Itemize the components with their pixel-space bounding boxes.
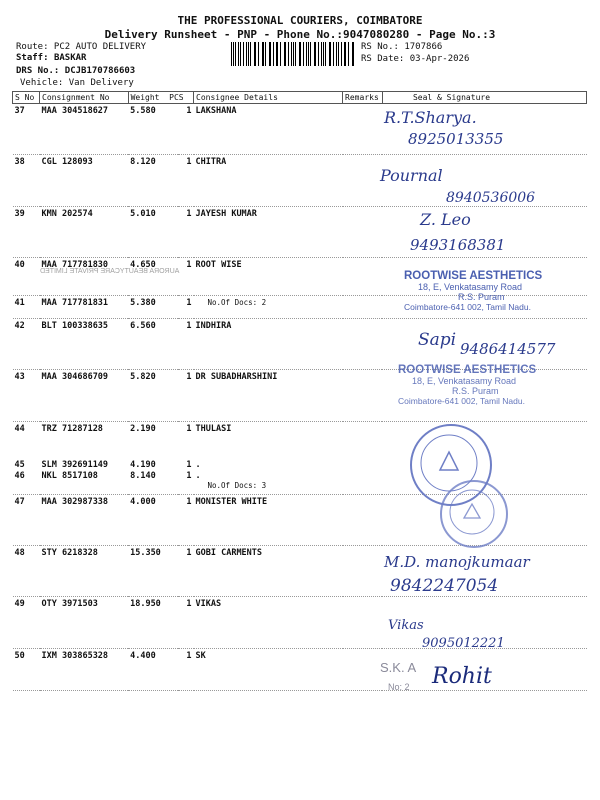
row-sno: 37 [13, 104, 40, 155]
row-pcs: 1 [178, 207, 194, 258]
row-sno: 43 [13, 370, 40, 422]
phone-38: 8940536006 [446, 190, 536, 206]
barcode-bar [310, 42, 311, 66]
barcode-bar [277, 42, 278, 66]
row-sno: 47 [13, 495, 40, 546]
rootwise-stamp-2-name: ROOTWISE AESTHETICS [398, 364, 537, 376]
phone-37: 8925013355 [408, 130, 504, 148]
row-weight: 6.560 [128, 319, 178, 370]
phone-49: 9095012221 [422, 636, 505, 651]
phone-42: 9486414577 [460, 340, 556, 358]
row-sno: 38 [13, 155, 40, 207]
barcode-bar [295, 42, 296, 66]
row-consignment: IXM 303865328 [40, 649, 129, 691]
sk-stamp-line2: No: 2 [388, 682, 410, 692]
barcode-bar [258, 42, 259, 66]
row-consignee: JAYESH KUMAR [194, 207, 343, 258]
row-consignment: MAA 717781831 [40, 296, 129, 319]
row-consignee: INDHIRA [194, 319, 343, 370]
row-consignment: MAA 302987338 [40, 495, 129, 546]
col-sno: S No [13, 92, 40, 104]
row-weight: 15.350 [128, 546, 178, 597]
rootwise-stamp-1 [404, 270, 574, 312]
row-consignment: KMN 202574 [40, 207, 129, 258]
table-row [13, 460, 587, 471]
barcode-bar [300, 42, 301, 66]
row-consignee: VIKAS [194, 597, 343, 649]
row-sno: 48 [13, 546, 40, 597]
staff-label: Staff: [16, 53, 49, 63]
barcode-bar [321, 42, 322, 66]
barcode-bar [288, 42, 289, 66]
signature-38: Pournal [380, 166, 443, 185]
row-weight: 4.400 [128, 649, 178, 691]
row-pcs: 1 [178, 546, 194, 597]
row-sno: 41 [13, 296, 40, 319]
col-remarks: Remarks [343, 92, 383, 104]
rootwise-stamp-1-name: ROOTWISE AESTHETICS [404, 270, 543, 282]
col-seal [382, 92, 586, 104]
staff-line [16, 53, 86, 63]
row-weight: 5.820 [128, 370, 178, 422]
row-remarks [343, 460, 383, 471]
col-weight [128, 92, 193, 104]
aurora-stamp-mirror: AURORA BEAUTYCARE PRIVATE LIMITED [40, 268, 180, 275]
rs-date: RS Date: 03-Apr-2026 [361, 54, 470, 64]
row-remarks [343, 649, 383, 691]
row-remarks [343, 370, 383, 422]
row-pcs: 1 [178, 104, 194, 155]
row-pcs: 1 [186, 459, 192, 470]
phone-39: 9493168381 [410, 236, 506, 254]
row-pcs: 1 [178, 155, 194, 207]
signature-50: Rohit [432, 664, 492, 689]
row-sno: 39 [13, 207, 40, 258]
rootwise-stamp-2-line3: Coimbatore-641 002, Tamil Nadu. [398, 396, 525, 406]
row-consignee: THULASI [195, 424, 232, 434]
barcode [231, 42, 355, 66]
signature-49: Vikas [388, 618, 424, 633]
row-consignee: GOBI CARMENTS [194, 546, 343, 597]
col-weight-label: Weight [130, 93, 160, 102]
row-consignee [194, 296, 343, 319]
row-consignment: OTY 3971503 [40, 597, 129, 649]
row-remarks [343, 422, 383, 460]
drs-value: DCJB170786603 [64, 66, 136, 76]
row-consignee: CHITRA [194, 155, 343, 207]
row-pcs: 1 [178, 495, 194, 546]
row-doc-count: No.Of Docs: 2 [207, 298, 267, 307]
row-consignee: ROOT WISE [194, 258, 343, 296]
row-sno: 45 [14, 459, 25, 470]
drs-line [16, 66, 135, 76]
row-consignee [194, 471, 343, 495]
table-row [13, 649, 587, 691]
row-consignment: NKL 8517108 [40, 471, 129, 495]
col-consignee: Consignee Details [194, 92, 343, 104]
row-remarks [343, 495, 383, 546]
rootwise-stamp-2-line2: R.S. Puram [452, 386, 499, 396]
barcode-bar [265, 42, 266, 66]
signature-37: R.T.Sharya. [384, 108, 477, 127]
row-weight: 4.190 [130, 459, 156, 470]
table-header-row [13, 92, 587, 104]
row-sno: 40 [13, 258, 40, 296]
row-weight: 4.650 [128, 258, 178, 296]
row-pcs: 1 [178, 597, 194, 649]
barcode-bar [333, 42, 334, 66]
row-remarks [343, 104, 383, 155]
row-weight: 5.380 [128, 296, 178, 319]
barcode-bar [325, 42, 326, 66]
phone-48: 9842247054 [390, 576, 499, 596]
rootwise-stamp-1-line2: R.S. Puram [458, 292, 505, 302]
row-remarks [343, 155, 383, 207]
row-pcs: 1 [186, 424, 192, 434]
row-pcs: 1 [178, 258, 194, 296]
company-title: THE PROFESSIONAL COURIERS, COIMBATORE [177, 14, 423, 27]
rootwise-stamp-2 [398, 364, 568, 406]
row-weight: 8.140 [128, 471, 178, 495]
row-weight: 8.120 [128, 155, 178, 207]
row-consignment: TRZ 71287128 [41, 424, 103, 434]
barcode-bar [254, 42, 255, 66]
barcode-bar [238, 42, 239, 66]
barcode-bar [240, 42, 241, 66]
row-sno: 50 [13, 649, 40, 691]
row-consignment: SLM 392691149 [41, 459, 109, 470]
rootwise-stamp-1-line3: Coimbatore-641 002, Tamil Nadu. [404, 302, 531, 312]
seal-emblem-icon [440, 480, 504, 544]
row-consignee: . [195, 459, 201, 470]
row-remarks [343, 296, 383, 319]
row-weight: 4.000 [128, 495, 178, 546]
row-consignee: SK [194, 649, 343, 691]
row-sno: 42 [13, 319, 40, 370]
barcode-bar [270, 42, 271, 66]
row-consignment: BLT 100338635 [40, 319, 129, 370]
row-pcs: 1 [178, 649, 194, 691]
rootwise-stamp-2-line1: 18, E, Venkatasamy Road [412, 376, 517, 386]
barcode-bar [280, 42, 281, 66]
signature-39: Z. Leo [420, 210, 471, 229]
barcode-bar [345, 42, 346, 66]
row-pcs: 1 [178, 296, 194, 319]
row-remarks [343, 319, 383, 370]
row-consignee-name: . [195, 470, 201, 481]
row-consignee: DR SUBADHARSHINI [194, 370, 343, 422]
row-remarks [343, 471, 383, 495]
row-remarks [343, 546, 383, 597]
signature-48: M.D. manojkumaar [384, 553, 530, 571]
row-pcs: 1 [178, 471, 194, 495]
sk-stamp: S.K. A [380, 660, 417, 675]
row-consignment: MAA 717781830 [40, 258, 129, 296]
row-consignment: STY 6218328 [40, 546, 129, 597]
row-sno: 46 [13, 471, 40, 495]
row-weight: 5.010 [128, 207, 178, 258]
barcode-bar [338, 42, 339, 66]
row-consignee: LAKSHANA [194, 104, 343, 155]
row-doc-count: No.Of Docs: 3 [207, 480, 267, 490]
barcode-bar [231, 42, 232, 66]
row-sno: 49 [13, 597, 40, 649]
round-seal-2 [440, 480, 508, 548]
barcode-bar [308, 42, 309, 66]
row-weight: 18.950 [128, 597, 178, 649]
barcode-bar [250, 42, 251, 66]
drs-label: DRS No.: [16, 66, 60, 76]
runsheet-subtitle: Delivery Runsheet - PNP - Phone No.:9047080280 - Page No.:3 [104, 28, 496, 41]
row-remarks [343, 258, 383, 296]
row-consignment: MAA 304686709 [40, 370, 129, 422]
row-weight: 2.190 [130, 424, 156, 434]
rootwise-stamp-1-line1: 18, E, Venkatasamy Road [418, 282, 523, 292]
row-consignment: MAA 304518627 [40, 104, 129, 155]
row-remarks [343, 597, 383, 649]
row-pcs: 1 [178, 370, 194, 422]
rs-number: RS No.: 1707866 [361, 42, 443, 52]
barcode-bar [348, 42, 349, 66]
route-text: Route: PC2 AUTO DELIVERY [16, 42, 147, 52]
col-seal-label: Seal & Signature [412, 93, 491, 102]
table-row [13, 422, 587, 460]
row-pcs: 1 [178, 319, 194, 370]
col-pcs-label: PCS [169, 93, 184, 102]
staff-value: BASKAR [53, 53, 87, 63]
signature-42: Sapi [418, 330, 457, 350]
col-consignment: Consignment No [40, 92, 129, 104]
row-consignee: MONISTER WHITE [194, 495, 343, 546]
vehicle-text: Vehicle: Van Delivery [20, 78, 134, 88]
row-sno: 44 [14, 424, 25, 434]
row-weight: 5.580 [128, 104, 178, 155]
row-consignment: CGL 128093 [40, 155, 129, 207]
row-remarks [343, 207, 383, 258]
